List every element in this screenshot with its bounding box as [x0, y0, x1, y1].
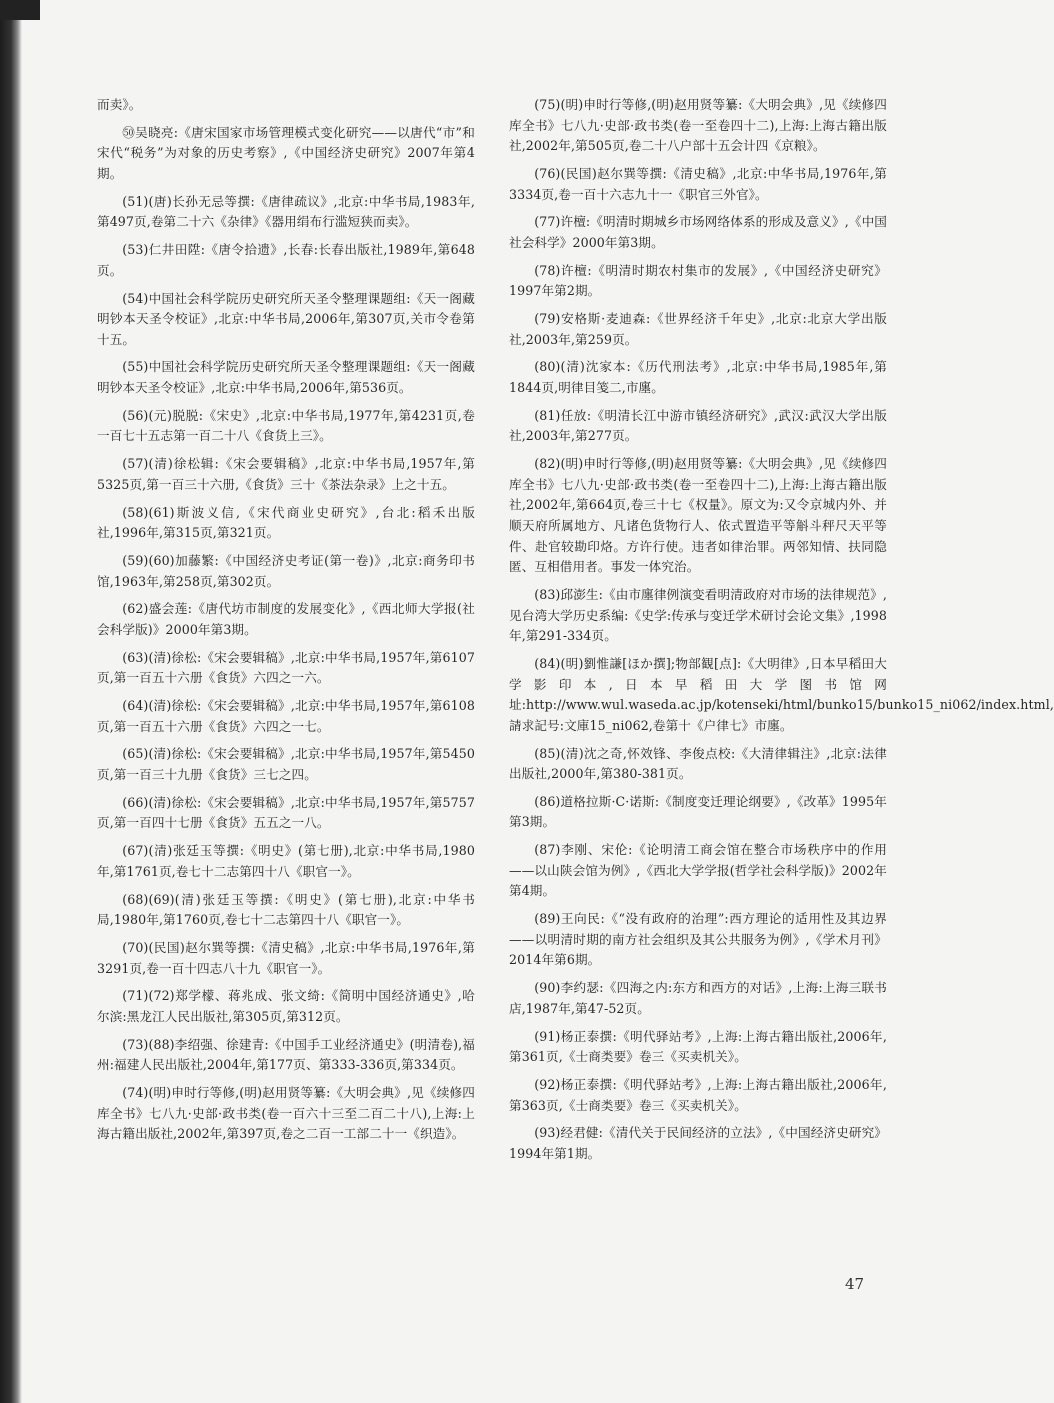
footnote-58-61: (58)(61)斯波义信,《宋代商业史研究》,台北:稻禾出版社,1996年,第315页,第321页。 — [97, 504, 475, 541]
footnote-81: (81)任放:《明清长江中游市镇经济研究》,武汉:武汉大学出版社,2003年,第277页。 — [509, 407, 887, 444]
footnote-57: (57)(清)徐松辑:《宋会要辑稿》,北京:中华书局,1957年,第5325页,第一百三十六册,《食货》三十《茶法杂录》上之十五。 — [97, 456, 475, 492]
footnote-78: (78)许檀:《明清时期农村集市的发展》,《中国经济史研究》1997年第2期。 — [509, 262, 887, 299]
footnote-56: (56)(元)脱脱:《宋史》,北京:中华书局,1977年,第4231页,卷一百七十五志第一百二十八《食货上三》。 — [97, 407, 475, 444]
footnote-91: (91)杨正泰撰:《明代驿站考》,上海:上海古籍出版社,2006年,第361页,《士商类要》卷三《买卖机关》。 — [509, 1028, 887, 1065]
footnote-73-88: (73)(88)李绍强、徐建青:《中国手工业经济通史》(明清卷),福州:福建人民出版社,2004年,第177页、第333-336页,第334页。 — [97, 1036, 475, 1073]
footnote-92: (92)杨正泰撰:《明代驿站考》,上海:上海古籍出版社,2006年,第363页,《士商类要》卷三《买卖机关》。 — [509, 1076, 887, 1113]
footnote-59-60: (59)(60)加藤繁:《中国经济史考证(第一卷)》,北京:商务印书馆,1963年,第258页,第302页。 — [97, 552, 475, 589]
footnote-64: (64)(清)徐松:《宋会要辑稿》,北京:中华书局,1957年,第6108页,第一百五十六册《食货》六四之一七。 — [97, 698, 475, 734]
footnote-67: (67)(清)张廷玉等撰:《明史》(第七册),北京:中华书局,1980年,第1761页,卷七十二志第四十八《职官一》。 — [97, 843, 475, 879]
footnote-77: (77)许檀:《明清时期城乡市场网络体系的形成及意义》,《中国社会科学》2000年第3期。 — [509, 214, 887, 250]
footnote-68-69: (68)(69)(清)张廷玉等撰:《明史》(第七册),北京:中华书局,1980年,第1760页,卷七十二志第四十八《职官一》。 — [97, 891, 475, 928]
footnote-84: (84)(明)劉惟謙[ほか撰];物部観[点]:《大明律》,日本早稻田大学影印本,日本早稻田大学图书馆网址:http://www.wul.waseda.ac.jp/kotenseki/html/bunko15/bunko15_ni062/index.html,請求記号:文庫15_ni062,卷第十《户律七》市廛。 — [509, 655, 1054, 733]
footnotes-left-column — [97, 95, 475, 1152]
footnote-86: (86)道格拉斯·C·诺斯:《制度变迁理论纲要》,《改革》1995年第3期。 — [509, 793, 887, 830]
footnote-55: (55)中国社会科学院历史研究所天圣令整理课题组:《天一阁藏明钞本天圣令校证》,北京:中华书局,2006年,第536页。 — [97, 359, 475, 396]
footnote-93: (93)经君健:《清代关于民间经济的立法》,《中国经济史研究》1994年第1期。 — [509, 1125, 887, 1161]
footnote-53: (53)仁井田陞:《唐令拾遗》,长春:长春出版社,1989年,第648页。 — [97, 242, 475, 278]
footnote-continuation: 而卖》。 — [97, 97, 142, 112]
footnote-75: (75)(明)申时行等修,(明)赵用贤等纂:《大明会典》,见《续修四库全书》七八九·史部·政书类(卷一至卷四十二),上海:上海古籍出版社,2002年,第505页,卷二十八户部十五会计四《京粮》。 — [509, 97, 887, 154]
footnote-62: (62)盛会莲:《唐代坊市制度的发展变化》,《西北师大学报(社会科学版)》2000年第3期。 — [97, 601, 475, 637]
footnotes-right-column — [509, 95, 1054, 1172]
footnote-89: (89)王向民:《“没有政府的治理”:西方理论的适用性及其边界——以明清时期的南方社会组织及其公共服务为例》,《学术月刊》2014年第6期。 — [509, 911, 887, 968]
footnote-70: (70)(民国)赵尔巽等撰:《清史稿》,北京:中华书局,1976年,第3291页,卷一百十四志八十九《职官一》。 — [97, 939, 475, 976]
footnote-85: (85)(清)沈之奇,怀效锋、李俊点校:《大清律辑注》,北京:法律出版社,2000年,第380-381页。 — [509, 745, 887, 782]
footnote-74: (74)(明)申时行等修,(明)赵用贤等纂:《大明会典》,见《续修四库全书》七八九·史部·政书类(卷一百六十三至二百二十八),上海:上海古籍出版社,2002年,第397页,卷之二百一工部二十一《织造》。 — [97, 1085, 475, 1142]
footnote-54: (54)中国社会科学院历史研究所天圣令整理课题组:《天一阁藏明钞本天圣令校证》,北京:中华书局,2006年,第307页,关市令卷第十五。 — [97, 290, 475, 347]
footnote-51: (51)(唐)长孙无忌等撰:《唐律疏议》,北京:中华书局,1983年,第497页,卷第二十六《杂律》《器用绢布行滥短狭而卖》。 — [97, 193, 475, 230]
footnote-82: (82)(明)申时行等修,(明)赵用贤等纂:《大明会典》,见《续修四库全书》七八九·史部·政书类(卷一至卷四十二),上海:上海古籍出版社,2002年,第664页,卷三十七《权量》。原文为:又令京城内外、并顺天府所属地方、凡诸色货物行人、依式置造平等斛斗秤尺天平等件、赴官较勘印烙。方许行使。违者如律治罪。两邻知情、扶同隐匿、互相借用者。事发一体究治。 — [509, 456, 887, 575]
footnote-50: ㊿吴晓亮:《唐宋国家市场管理模式变化研究——以唐代“市”和宋代“税务”为对象的历史考察》,《中国经济史研究》2007年第4期。 — [97, 124, 475, 181]
footnote-83: (83)邱澎生:《由市廛律例演变看明清政府对市场的法律规范》,见台湾大学历史系编:《史学:传承与变迁学术研讨会论文集》,1998年,第291-334页。 — [509, 586, 887, 644]
footnote-80: (80)(清)沈家本:《历代刑法考》,北京:中华书局,1985年,第1844页,明律目笺二,市廛。 — [509, 359, 887, 396]
footnote-76: (76)(民国)赵尔巽等撰:《清史稿》,北京:中华书局,1976年,第3334页,卷一百十六志九十一《职官三外官》。 — [509, 165, 887, 202]
scan-corner-shadow — [0, 0, 40, 20]
footnote-63: (63)(清)徐松:《宋会要辑稿》,北京:中华书局,1957年,第6107页,第一百五十六册《食货》六四之一六。 — [97, 649, 475, 686]
footnote-87: (87)李刚、宋伦:《论明清工商会馆在整合市场秩序中的作用——以山陕会馆为例》,《西北大学学报(哲学社会科学版)》2002年第4期。 — [509, 842, 887, 899]
footnote-65: (65)(清)徐松:《宋会要辑稿》,北京:中华书局,1957年,第5450页,第一百三十九册《食货》三七之四。 — [97, 746, 475, 783]
scan-binding-edge — [0, 0, 22, 1403]
page-number: 47 — [845, 1275, 865, 1293]
footnote-79: (79)安格斯·麦迪森:《世界经济千年史》,北京:北京大学出版社,2003年,第259页。 — [509, 311, 887, 347]
footnote-90: (90)李约瑟:《四海之内:东方和西方的对话》,上海:上海三联书店,1987年,第47-52页。 — [509, 980, 887, 1016]
footnote-66: (66)(清)徐松:《宋会要辑稿》,北京:中华书局,1957年,第5757页,第一百四十七册《食货》五五之一八。 — [97, 794, 475, 831]
footnote-71-72: (71)(72)郑学檬、蒋兆成、张文绮:《简明中国经济通史》,哈尔滨:黑龙江人民出版社,第305页,第312页。 — [97, 988, 475, 1024]
